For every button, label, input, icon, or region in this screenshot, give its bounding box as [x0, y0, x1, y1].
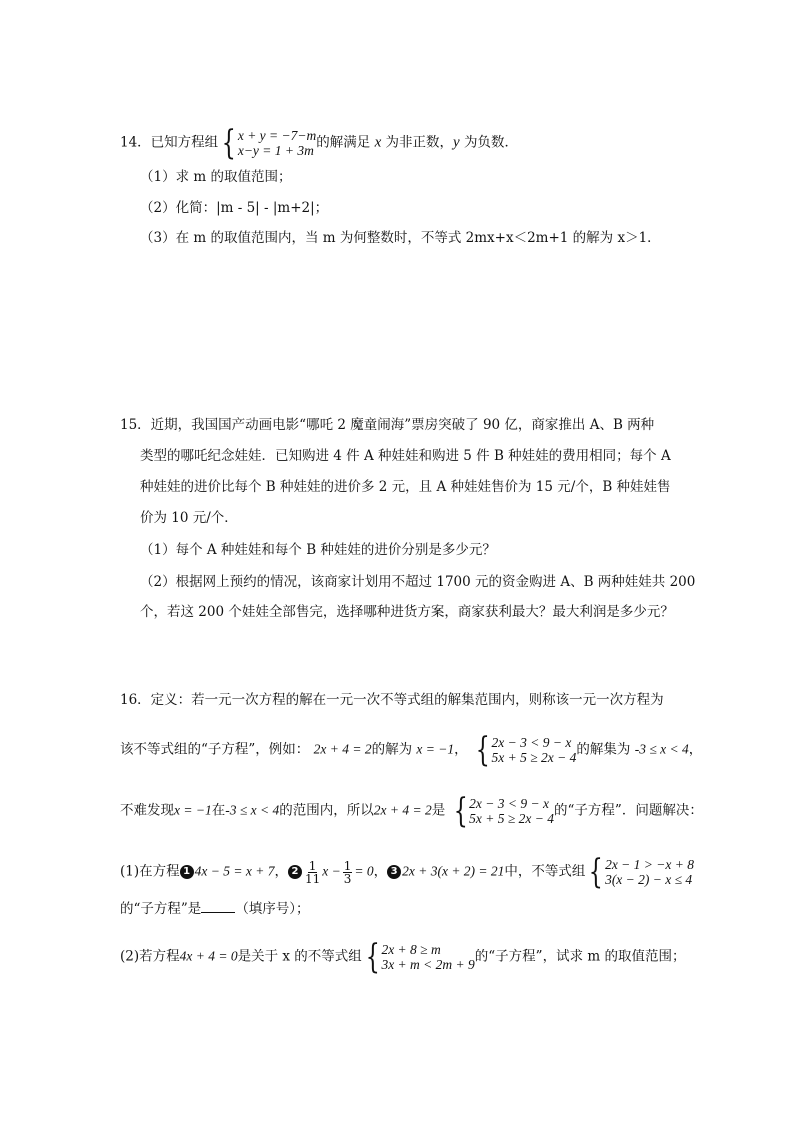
- answer-blank[interactable]: [201, 898, 235, 913]
- q16-text: ，: [454, 741, 468, 758]
- brace-icon: {: [475, 730, 490, 770]
- q16-text: 在: [211, 802, 226, 819]
- ineq-row-2: 3(x − 2) − x ≤ 4: [605, 872, 693, 887]
- ineq-row-2: 5x + 5 ≥ 2x − 4: [469, 811, 555, 826]
- q16-part-1-line-2: [120, 898, 310, 919]
- q16-text: （填序号）；: [235, 901, 310, 917]
- q16-definition-line-1: 16．定义：若一元一次方程的解在一元一次不等式组的解集范围内，则称该一元一次方程为: [120, 692, 664, 708]
- ineq-row-2: 3x + m < 2m + 9: [381, 957, 475, 972]
- q16-part-2: [120, 937, 686, 977]
- equation-1: 4x − 5 = x + 7: [194, 863, 275, 879]
- q16-part-1-line-1: [120, 852, 694, 892]
- q16-text: 的解集为: [576, 741, 631, 758]
- denominator: 3: [343, 871, 352, 886]
- numerator: 1: [308, 858, 317, 873]
- equation-3: 2x + 3(x + 2) = 21: [402, 863, 505, 879]
- q14-part-2: （2）化简：|m - 5| - |m+2|；: [140, 200, 329, 216]
- q15-line-4: 价为 10 元/个．: [140, 510, 238, 526]
- q14-equation-system: [218, 123, 317, 163]
- q16-text: ，: [688, 741, 703, 758]
- q14-text: 的解满足: [316, 134, 375, 151]
- q16-text: 该不等式组的“子方程”，例如：: [120, 741, 310, 758]
- q16-text: (1)在方程: [120, 863, 180, 880]
- q15-line-1: 15．近期，我国国产动画电影“哪吒 2 魔童闹海”票房突破了 90 亿，商家推出 A、B 两种: [120, 417, 655, 433]
- inequality-system-b: [585, 852, 694, 892]
- example-solution: x = −1: [416, 741, 455, 757]
- fraction: [343, 860, 353, 885]
- equation-2-part: x −: [322, 863, 341, 879]
- q15-part-1: （1）每个 A 种娃娃和每个 B 种娃娃的进价分别是多少元？: [140, 542, 496, 558]
- q16-definition-line-3: [120, 791, 703, 831]
- ineq-row-1: 2x − 1 > −x + 8: [605, 857, 694, 872]
- q14-part-3: （3）在 m 的取值范围内，当 m 为何整数时，不等式 2mx+x＜2m+1 的解为 x＞1．: [140, 230, 661, 246]
- q16-text: 是: [431, 802, 446, 819]
- numerator: 1: [343, 858, 352, 873]
- brace-icon: {: [221, 123, 237, 163]
- circled-number-1: 1: [180, 865, 194, 879]
- q15-part-2a: （2）根据网上预约的情况，该商家计划用不超过 1700 元的资金购进 A、B 两种娃娃共 200: [140, 574, 696, 590]
- denominator: 11: [304, 871, 321, 886]
- brace-icon: {: [453, 791, 468, 831]
- separator: ，: [274, 863, 288, 880]
- q16-text: 是关于 x 的不等式组: [237, 948, 362, 965]
- q15-line-3: 种娃娃的进价比每个 B 种娃娃的进价多 2 元，且 A 种娃娃售价为 15 元/个，B 种娃娃售: [140, 479, 671, 495]
- q14-stem: [120, 123, 518, 163]
- q16-text: 的“子方程”，试求 m 的取值范围；: [474, 948, 686, 965]
- q16-definition-line-2: [120, 730, 703, 770]
- q14-eq-row-2: x−y = 1 + 3m: [237, 143, 314, 158]
- example-solution-set: -3 ≤ x < 4: [225, 802, 280, 818]
- q16-text: 的“子方程”是: [120, 901, 202, 917]
- var-x: x: [374, 134, 382, 151]
- equation-2-part: = 0: [354, 863, 374, 879]
- circled-number-2: 2: [288, 865, 302, 879]
- q16-text: 的解为: [371, 741, 413, 758]
- separator: ，: [373, 863, 388, 880]
- var-y: y: [453, 134, 460, 151]
- q14-text: 为非正数，: [381, 134, 454, 151]
- q16-text: (2)若方程: [120, 948, 180, 965]
- example-inequality-system: [472, 730, 577, 770]
- q15-part-2b: 个，若这 200 个娃娃全部售完，选择哪种进货方案，商家获利最大？最大利润是多少元？: [140, 604, 674, 620]
- example-solution: x = −1: [174, 802, 212, 818]
- q14-text: 为负数．: [459, 134, 518, 151]
- example-solution-set: -3 ≤ x < 4: [634, 741, 689, 757]
- q14-eq-row-1: x + y = −7−m: [237, 128, 317, 143]
- q14-part-1: （1）求 m 的取值范围；: [140, 169, 292, 185]
- brace-icon: {: [365, 937, 380, 977]
- ineq-row-1: 2x − 3 < 9 − x: [469, 796, 549, 811]
- fraction: [305, 860, 320, 885]
- inequality-system-c: [362, 937, 475, 977]
- brace-icon: {: [589, 852, 604, 892]
- example-equation: 2x + 4 = 2: [373, 802, 432, 818]
- example-inequality-system: [450, 791, 555, 831]
- circled-number-3: 3: [387, 865, 401, 879]
- q14-intro: 14．已知方程组: [120, 134, 219, 151]
- q16-text: 不难发现: [120, 802, 174, 819]
- ineq-row-1: 2x − 3 < 9 − x: [491, 735, 572, 750]
- q16-text: 中，不等式组: [504, 863, 586, 880]
- equation-4: 4x + 4 = 0: [179, 948, 238, 964]
- q16-text: 的范围内，所以: [279, 802, 374, 819]
- ineq-row-1: 2x + 8 ≥ m: [381, 942, 441, 957]
- ineq-row-2: 5x + 5 ≥ 2x − 4: [491, 750, 577, 765]
- q15-line-2: 类型的哪吒纪念娃娃．已知购进 4 件 A 种娃娃和购进 5 件 B 种娃娃的费用相同；每个 A: [140, 448, 671, 464]
- example-equation: 2x + 4 = 2: [313, 741, 372, 757]
- q16-text: 的“子方程”．问题解决：: [554, 802, 703, 819]
